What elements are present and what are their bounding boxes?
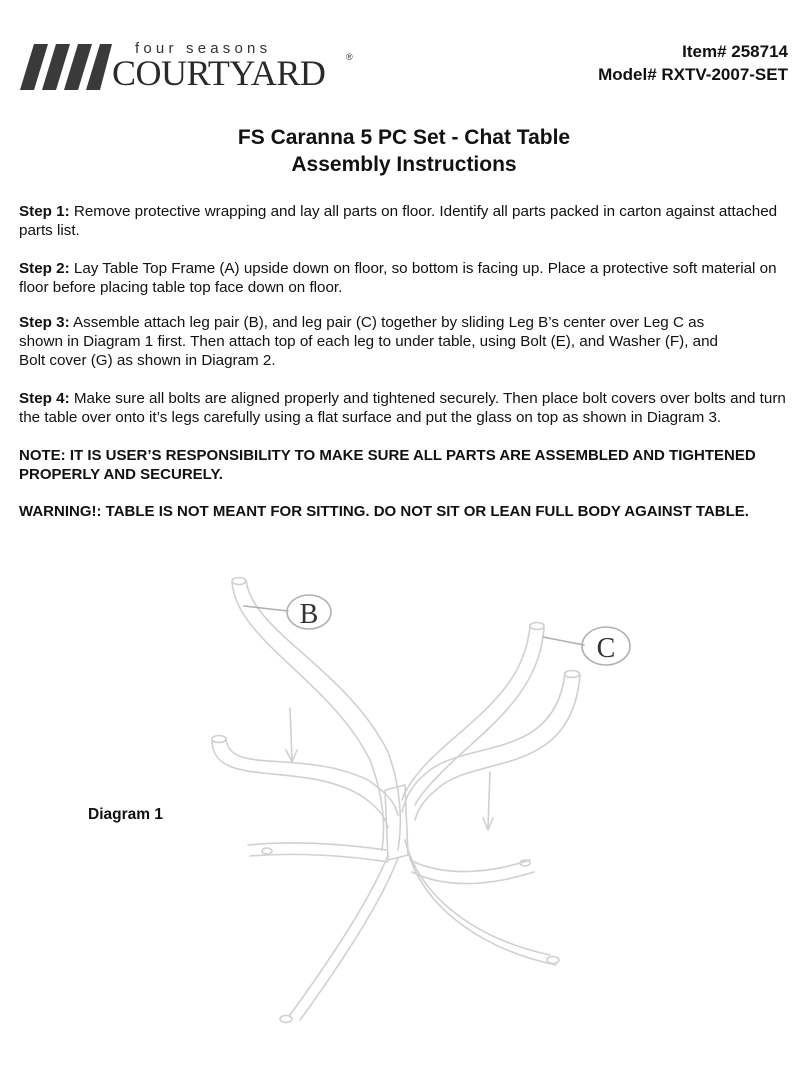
leg-b-lower bbox=[290, 855, 398, 1020]
callout-b-label: B bbox=[299, 599, 319, 630]
step-label: Step 4: bbox=[19, 390, 70, 407]
leg-b-foot bbox=[248, 843, 388, 862]
leg-c-rear-cap bbox=[530, 623, 544, 630]
diagram-1 bbox=[200, 565, 650, 1045]
logo-bars-icon bbox=[20, 44, 112, 90]
registered-mark: ® bbox=[346, 52, 353, 62]
responsibility-note: NOTE: IT IS USER’S RESPONSIBILITY TO MAKE SURE ALL PARTS ARE ASSEMBLED AND TIGHTENED PROPERLY AND SECURELY. bbox=[19, 447, 756, 483]
step-label: Step 2: bbox=[19, 260, 70, 277]
title-line-2: Assembly Instructions bbox=[291, 153, 517, 176]
step-3 bbox=[19, 313, 719, 370]
leg-c-foot bbox=[410, 860, 534, 884]
step-4 bbox=[19, 389, 794, 427]
callout-c-label: C bbox=[596, 633, 616, 664]
step-label: Step 1: bbox=[19, 203, 70, 220]
product-identifiers bbox=[598, 40, 788, 86]
callout-c bbox=[543, 627, 630, 665]
leg-b-front bbox=[212, 738, 398, 828]
leg-c-front bbox=[402, 673, 580, 820]
step-2 bbox=[19, 259, 794, 297]
leg-b-front-cap bbox=[212, 736, 226, 743]
brand-logo bbox=[20, 40, 353, 93]
brand-name: COURTYARD bbox=[112, 53, 326, 93]
leg-c-lower bbox=[405, 840, 556, 965]
page-title bbox=[0, 124, 808, 178]
step-text: Remove protective wrapping and lay all parts on floor. Identify all parts packed in carton against attached parts list. bbox=[19, 203, 778, 239]
leg-b-rear-cap bbox=[232, 578, 246, 585]
safety-warning: WARNING!: TABLE IS NOT MEANT FOR SITTING. DO NOT SIT OR LEAN FULL BODY AGAINST TABLE. bbox=[19, 503, 749, 520]
model-number: Model# RXTV-2007-SET bbox=[598, 65, 788, 84]
step-1 bbox=[19, 202, 794, 240]
leg-c-rear bbox=[402, 625, 544, 805]
step-label: Step 3: bbox=[19, 314, 70, 331]
down-arrow-right bbox=[483, 772, 493, 830]
title-line-1: FS Caranna 5 PC Set - Chat Table bbox=[237, 126, 571, 149]
diagram-label: Diagram 1 bbox=[88, 806, 163, 823]
brand-tagline: four seasons bbox=[135, 40, 272, 57]
leg-c-front-cap bbox=[565, 671, 580, 678]
step-text: Make sure all bolts are aligned properly and tightened securely. Then place bolt covers over bolts and turn the table over onto it’s legs carefully using a flat surface and put the glass on top as shown in Diagram 3. bbox=[19, 390, 786, 426]
down-arrow-left bbox=[286, 708, 297, 762]
step-text: Assemble attach leg pair (B), and leg pair (C) together by sliding Leg B’s center over Leg C as shown in Diagram 1 first. Then attach top of each leg to under table, using Bolt (E), and Washer (F), and Bolt cover (G) as shown in Diagram 2. bbox=[19, 314, 718, 369]
step-text: Lay Table Top Frame (A) upside down on floor, so bottom is facing up. Place a protective soft material on floor before placing table top face down on floor. bbox=[19, 260, 777, 296]
item-number: Item# 258714 bbox=[682, 42, 788, 61]
